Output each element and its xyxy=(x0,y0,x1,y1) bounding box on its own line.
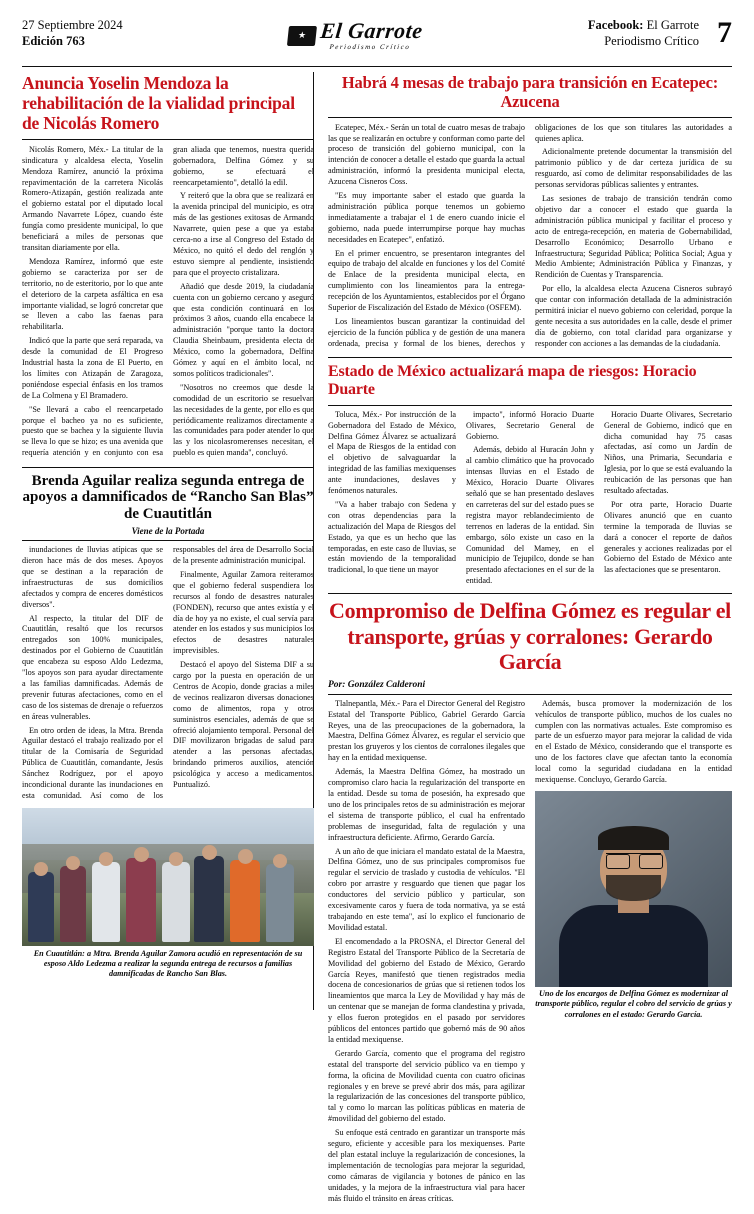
masthead-logo xyxy=(123,18,588,51)
masthead xyxy=(22,18,732,64)
paragraph: Horacio Duarte Olivares, Secretario General de Gobierno, indicó que en dicha comunidad hay 75 casas afectadas, así como un Jardín de Niños, una Primaria, Secundaria e Iglesia, por lo que se está evaluando la reubicación de las personas que han resultado afectadas. xyxy=(604,409,732,496)
article-body xyxy=(22,545,314,802)
paragraph: A un año de que iniciara el mandato estatal de la Maestra, Delfina Gómez, uno de sus principales compromisos fue regular el servicio de traslado y custodia de vehículos. "El cobro por arrastre y resguardo que tienen que pagar los conductores del servicio público y particular, son excesivamente caros y fuera de toda normativa, ya se está trabajando en este tema", así lo explico el funcionario de Movilidad estatal. xyxy=(328,846,525,932)
article-body-col1 xyxy=(328,699,525,1208)
masthead-left xyxy=(22,18,123,49)
masthead-rule xyxy=(22,66,732,67)
logo-tagline: Periodismo Crítico xyxy=(329,43,411,51)
paragraph: Por ello, la alcaldesa electa Azucena Cisneros subrayó que contar con información detallada de la administración permitirá iniciar el nuevo gobierno con celeridad, porque la gente necesita a sus autoridades en la calle, desde el primer día de gobierno, con total claridad para organizarse y responder con acciones a las demandas de la ciudadanía. xyxy=(535,284,732,348)
facebook-line xyxy=(588,18,699,34)
paragraph: Además, la Maestra Delfina Gómez, ha mostrado un compromiso claro hacia la regularización del transporte en la entidad. Desde su toma de posesión, ha expresado que uno de los principales retos de su administración es mejorar el sistema de transporte público, el cual ha enfrentado problemas de inseguridad, falta de regulación y una infraestructura deficiente. Afirmo, Gerardo García. xyxy=(328,767,525,842)
article-body xyxy=(328,123,732,352)
right-column xyxy=(328,74,732,1214)
article-headline-line1: Compromiso de Delfina Gómez es regular el xyxy=(329,598,731,624)
left-column xyxy=(22,74,314,1214)
article-headline: Anuncia Yoselin Mendoza la rehabilitación de la vialidad principal de Nicolás Romero xyxy=(22,73,295,133)
section-rule xyxy=(328,357,732,358)
paragraph: En otro orden de ideas, la Mtra. Brenda Aguilar destacó el trabajo realizado por el titular de la Comisaría de Seguridad Pública de Cuautitlán, comandante, Jesús Sánchez Rodríguez, por el apoyo incondicional durante las inundaciones en esta comunidad. Así como de los responsables del área de Desarrollo Social de la presente administración municipal. xyxy=(22,545,314,801)
headline-rule xyxy=(22,540,314,541)
headline-rule xyxy=(328,694,732,695)
logo-title: El Garrote xyxy=(319,18,425,43)
photo-caption: En Cuautitlán: a Mtra. Brenda Aguilar Zamora acudió en representación de su esposo Aldo Ledezma a realizar la segunda entrega de recursos a familias damnificadas de Rancho San Blas. xyxy=(33,948,303,979)
paragraph: Nicolás Romero, Méx.- La titular de la sindicatura y alcaldesa electa, Yoselin Mendoza Ramírez, anunció la próxima repavimentación de la carretera Nicolás Romero-Atizapán, gestión realizada ante el gobierno estatal por el diputado local Armando Navarrete López, cuando éste fungía como presidente municipal, lo que beneficiará a miles de personas que transitan diariamente por ella. xyxy=(22,144,163,252)
photo-caption: Uno de los encargos de Delfina Gómez es modernizar al transporte público, regular el cobro del servicio de grúas y corralones en el estado: Gerardo García. xyxy=(535,989,732,1019)
article-body-col2 xyxy=(535,699,732,1208)
paragraph: Su enfoque está centrado en garantizar un transporte más seguro, eficiente y accesible para los mexiquenses. Parte del plan estatal incluye la regularización de concesiones, la implementación de tecnologías para mejorar la seguridad, como cámaras de vigilancia y botones de pánico en las unidades, y la mejora de la infraestructura vial para hacer más fluido el tránsito en áreas críticas. xyxy=(328,1128,525,1203)
paragraph: Tlalnepantla, Méx.- Para el Director General del Registro Estatal del Transporte Público, Gabriel Gerardo García Reyes, una de las preocupaciones de la gobernadora, la Maestra, Delfina Gómez Álvarez, es regular el servicio que prestan los gruyeros y los cientos de corralones ilegales que hay en la entidad mexiquense. xyxy=(328,698,525,763)
article-headline: Brenda Aguilar realiza segunda entrega de apoyos a damnificados de “Rancho San Blas” de Cuautitlán xyxy=(22,472,314,523)
paragraph: Gerardo García, comento que el programa del registro estatal del transporte del servicio público va en tiempo y forma, la oficina de Movilidad cuenta con cuatro oficinas regionales y en breve se prevé abrir dos más, para agilizar la regularización de las concesiones del transporte público, tal y como lo marcan las políticas públicas en materia de #movilidad del gobierno del estado. xyxy=(328,1048,525,1124)
photo-brenda-aguilar xyxy=(22,808,314,946)
paragraph: Ecatepec, Méx.- Serán un total de cuatro mesas de trabajo las que se realizarán en octubre y conforman como parte del proceso de transición del gobierno municipal, con la intención de conocer a detalle el estado que guarda la actual administración, informó la presidenta municipal electa, Azucena Cisneros Coss. xyxy=(328,122,525,187)
headline-rule xyxy=(328,405,732,406)
paragraph: "Nosotros no creemos que desde la comodidad de un escritorio se resuelvan las necesidades de la gente, por ello es que periódicamente realizamos directamente a las comunidades para poder atender lo que las y los nicolasromerenses necesitan, el pueblo es quien manda", concluyó. xyxy=(173,382,314,458)
article-body xyxy=(328,410,732,588)
facebook-subline: Periodismo Crítico xyxy=(604,33,699,48)
paragraph: Adicionalmente pretende documentar la transmisión del patrimonio público y de dar certeza jurídica de su resguardo, así como de delimitar responsabilidades de las personas servidoras públicas salientes y entrantes. xyxy=(535,147,732,190)
paragraph: impacto", informó Horacio Duarte Olivares, Secretario General de Gobierno. xyxy=(466,409,594,441)
article-ecatepec-transicion xyxy=(328,74,732,351)
section-rule xyxy=(22,467,314,468)
article-headline: Habrá 4 mesas de trabajo para transición en Ecatepec: Azucena xyxy=(341,73,719,111)
headline-rule xyxy=(22,139,314,140)
page-number: 7 xyxy=(717,16,732,49)
article-headline-line2: transporte, grúas y corralones: Gerardo García xyxy=(347,624,713,674)
paragraph: Añadió que desde 2019, la ciudadanía cuenta con un gobierno cercano y aseguró que esta condición continuará en los próximos 3 años, cuando ella encabece la administración "porque tanto la doctora Claudia Sheinbaum, presidenta electa de México, como la gobernadora, Delfina Gómez y aquí en el ámbito local, no somos políticos tradicionales". xyxy=(173,281,314,378)
article-delfina-transporte xyxy=(328,599,732,1207)
continuation-note: Viene de la Portada xyxy=(131,526,205,537)
photo-gerardo-garcia xyxy=(535,791,732,987)
garrote-emblem-icon: ★ xyxy=(287,26,317,46)
paragraph: En el primer encuentro, se presentaron integrantes del equipo de trabajo del alcalde en funciones y los del Comité de Enlace de la presidenta municipal electa, en cumplimiento con los lineamientos para la entrega-recepción de los Ayuntamientos, establecidos por el Órgano Superior de Fiscalización del Estado de México (OSFEM). xyxy=(328,248,525,313)
page-columns xyxy=(22,74,732,1214)
facebook-label: Facebook: xyxy=(587,18,644,32)
article-headline: Estado de México actualizará mapa de riesgos: Horacio Duarte xyxy=(328,363,697,399)
paragraph: Destacó el apoyo del Sistema DIF a su cargo por la puesta en operación de un Centros de Acopio, donde gracias a miles de vecinos realizaron diversas donaciones como de alimentos, ropa y otros suministros esenciales, además de que se ofreció alojamiento temporal. Personal del DIF movilizaron brigadas de salud para atender a las personas afectadas, brindando primeros auxilios, atención psicológica y acceso a medicamentos. Puntualizó. xyxy=(173,660,314,790)
paragraph: Al respecto, la titular del DIF de Cuautitlán, resaltó que los recursos entregados son 100% municipales, destinados por el Gobierno de Cuautitlán que encabeza su esposo Aldo Ledezma, "los apoyos son para ayudar directamente a las familias damnificadas. Además de prevenir futuras afectaciones, como en el caso de los sistemas de drenaje o refuerzos en áreas vulnerables. xyxy=(22,613,163,721)
paragraph: Los lineamientos buscan garantizar la continuidad del ejercicio de la función pública y de gestión de una manera ordenada, precisa y formal de los bienes, derechos y obligaciones de los que son titulares las autoridades a quienes aplica. xyxy=(328,122,732,348)
paragraph: Indicó que la parte que será reparada, va desde la comunidad de El Progreso Industrial hasta la zona de El Puerto, en los límites con Atizapán de Zaragoza, poniéndose especial énfasis en los tramos de La Colmena y El Bramadero. xyxy=(22,336,163,400)
article-mapa-riesgos xyxy=(328,363,732,587)
headline-rule xyxy=(328,117,732,118)
section-rule xyxy=(328,593,732,594)
article-brenda-aguilar xyxy=(22,473,314,980)
paragraph: Toluca, Méx.- Por instrucción de la Gobernadora del Estado de México, Delfina Gómez Álvarez se actualizará el Mapa de Riesgos de la entidad con el objetivo de salvaguardar la integridad de las familias mexiquenses ante inundaciones, deslaves y fenómenos naturales. xyxy=(328,409,456,496)
paragraph: "Va a haber trabajo con Sedena y con otras dependencias para la actualización del Mapa de Riesgos del Estado, ya que es un hecho que las temporadas, en este caso de lluvias, se están moviendo de la temporalidad tradicional, lo que tiene un mayor xyxy=(328,499,456,575)
paragraph: Por otra parte, Horacio Duarte Olivares anunció que en cuanto termine la temporada de lluvias se dará a conocer el reporte de daños generales y acciones realizadas por el Gobierno del Estado de México ante las afectaciones que se presentaron. xyxy=(604,499,732,575)
facebook-value: El Garrote xyxy=(646,18,699,32)
paragraph: Y reiteró que la obra que se realizará en la avenida principal del municipio, es otra más de las gestiones exitosas de Armando Navarrete, quien pese a que ya estaba cerca-no a irse al Congreso del Estado de México, no quitó el dedo del renglón y estuvo siempre al pendiente, insistiendo para que el proyecto cristalizara. xyxy=(173,191,314,277)
article-body xyxy=(22,145,314,461)
article-nicolas-romero xyxy=(22,74,314,461)
paragraph: Además, busca promover la modernización de los vehículos de transporte público, muchos de los cuales no cumplen con las normativas actuales. Este compromiso es parte de un esfuerzo mayor para mejorar la calidad de vida en el Estado de México, considerando que el transporte es uno de los factores clave que afectan tanto la economía local como la seguridad ciudadana en la entidad mexiquense. Concluyo, Gerardo García. xyxy=(535,698,732,785)
paragraph: Además, debido al Huracán John y al cambio climático que ha provocado intensas lluvias en el Estado de México, Horacio Duarte Olivares señaló que se han presentado deslaves en carreteras del sur del estado pues se registra mayor reblandecimiento de terrenos en laderas de la entidad. Sin embargo, sólo existe un caso en la Comunidad del Mamey, en el municipio de Tejupilco, donde se han presentado afectaciones en el sur de la entidad. xyxy=(466,445,594,586)
article-byline: Por: González Calderoni xyxy=(328,679,426,690)
paragraph: Las sesiones de trabajo de transición tendrán como objetivo dar a conocer el estado que guarda la administración pública municipal y facilitar el proceso y acto de entrega-recepción, en materia de Gobernabilidad, Desarrollo Económico; Desarrollo Urbano e Infraestructura; Seguridad Pública; Política Social; Agua y Medio Ambiente; Administración Pública y Finanzas, y Rendición de Cuentas y Transparencia. xyxy=(535,194,732,280)
paragraph: "Se llevará a cabo el reencarpetado porque el bacheo ya no es suficiente, puesto que se bachea y la siguiente lluvia se lleva lo que se hizo; es una avenida que requería atención y en conjunto con esa gran aliada que tenemos, nuestra querida gobernadora, Delfina Gómez y su gobierno, se efectuará el reencarpetamiento", detalló la edil. xyxy=(22,144,314,458)
paragraph: El encomendado a la PROSNA, el Director General del Registro Estatal del Transporte Público de la Secretaría de Movilidad del gobierno del Estado de México, Gerardo García Reyes, manifestó que tienen registrados media docena de concesionarios de grúas que si retienen todos los lineamientos que marca la Ley de Movilidad y hay más de un centenar que se manejan de forma clandestina y privada, y ellos fueron protegidos en el pasado por servidores públicos del entonces partido que gobernó más de 90 años la entidad mexiquense. xyxy=(328,936,525,1044)
masthead-right xyxy=(588,18,732,49)
paragraph: inundaciones de lluvias atípicas que se dieron hace más de dos meses. Apoyos que se destinan a la reparación de infraestructuras de sus domicilios afectados y compra de enceres domésticos diversos". xyxy=(22,545,163,609)
paragraph: Finalmente, Aguilar Zamora reiteramos que el gobierno federal suspendiera los recursos al fondo de desastres naturales (FONDEN), recurso que antes existía y el día de hoy ya no existe, el cual servía para atender en los estados y sus municipios los efectos de desastres naturales imprevisibles. xyxy=(173,569,314,656)
issue-date: 27 Septiembre 2024 xyxy=(22,18,123,32)
paragraph: Mendoza Ramírez, informó que este gobierno se caracteriza por ser de territorio, no de esteritorio, por lo que ante el deterioro de la carpeta asfáltica en esa importante vialidad, se logró concretar que se lleven a cabo las faenas para rehabilitarla. xyxy=(22,256,163,332)
paragraph: "Es muy importante saber el estado que guarda la administración pública porque tenemos un gobierno inmediatamente a trabajar el 1 de enero cuando inicie el gobierno, nada puede interrumpirse porque hay muchas necesidades en Ecatepec", enfatizó. xyxy=(328,191,525,244)
issue-edition: Edición 763 xyxy=(22,33,85,48)
